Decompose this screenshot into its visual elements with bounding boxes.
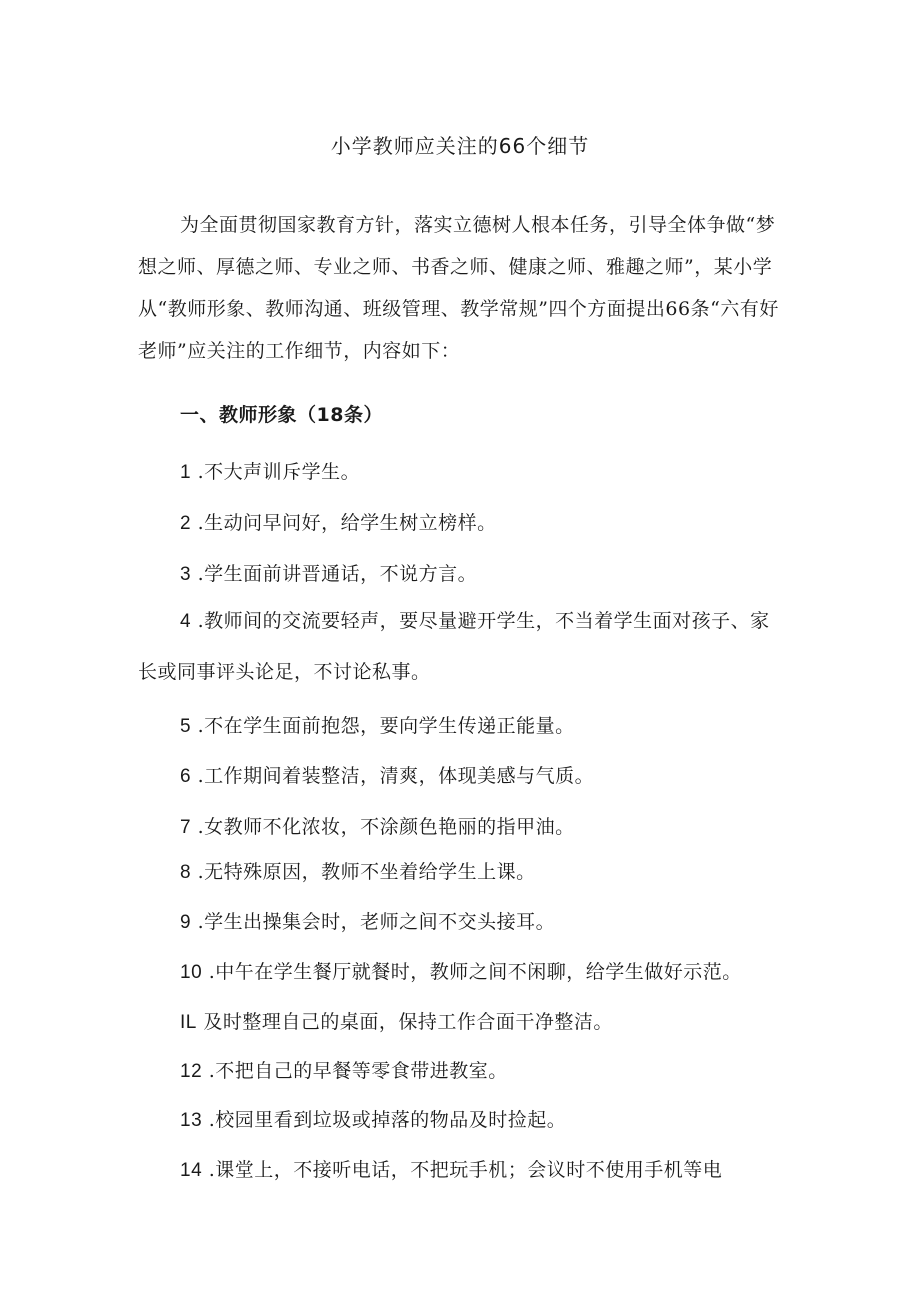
list-item	[180, 508, 497, 535]
item-number: 12	[180, 1061, 203, 1082]
item-text: .不在学生面前抱怨，要向学生传递正能量。	[197, 715, 575, 737]
item-number: 6	[180, 766, 192, 787]
item-text: .学生出操集会时，老师之间不交头接耳。	[197, 911, 556, 933]
list-item	[180, 457, 360, 484]
intro-paragraph: 为全面贯彻国家教育方针，落实立德树人根本任务，引导全体争做“梦想之师、厚德之师、专业之师、书香之师、健康之师、雅趣之师”，某小学从“教师形象、教师沟通、班级管理、教学常规”四个方面提出66条“六有好老师”应关注的工作细节，内容如下：	[138, 214, 779, 362]
item-text: .学生面前讲晋通话，不说方言。	[197, 563, 478, 585]
item-text: 及时整理自己的桌面，保持工作合面干净整洁。	[203, 1011, 613, 1033]
item-text: .中午在学生餐厅就餐时，教师之间不闲聊，给学生做好示范。	[208, 961, 742, 983]
item-number: 10	[180, 962, 203, 983]
item-number: 1	[180, 462, 192, 483]
list-item	[180, 559, 477, 586]
list-item	[180, 957, 742, 984]
item-text: .女教师不化浓妆，不涂颜色艳丽的指甲油。	[197, 816, 575, 838]
list-item	[138, 596, 788, 697]
item-text: .不大声训斥学生。	[197, 461, 361, 483]
item-number: 4	[180, 611, 192, 632]
item-number: 8	[180, 862, 192, 883]
list-item	[180, 857, 536, 884]
item-text: .教师间的交流要轻声，要尽量避开学生，不当着学生面对孩子、家长或同事评头论足，不讨论私事。	[138, 610, 770, 683]
list-item	[180, 1155, 722, 1182]
item-number: 2	[180, 513, 192, 534]
item-text: .校园里看到垃圾或掉落的物品及时捡起。	[208, 1109, 567, 1131]
item-number: 5	[180, 716, 192, 737]
list-item	[180, 1007, 613, 1034]
list-item	[180, 907, 555, 934]
section-heading: 一、教师形象（18条）	[180, 404, 383, 426]
list-item	[180, 1056, 508, 1083]
list-item	[180, 711, 575, 738]
item-text: .生动问早问好，给学生树立榜样。	[197, 512, 497, 534]
item-number: 7	[180, 817, 192, 838]
item-text: .工作期间着装整洁，清爽，体现美感与气质。	[197, 765, 595, 787]
item-text: .无特殊原因，教师不坐着给学生上课。	[197, 861, 536, 883]
item-number: 9	[180, 912, 192, 933]
item-number: 13	[180, 1110, 203, 1131]
list-item	[180, 812, 575, 839]
item-number: 3	[180, 564, 192, 585]
item-text: .课堂上，不接听电话，不把玩手机；会议时不使用手机等电	[208, 1159, 723, 1181]
item-number: IL	[180, 1012, 197, 1033]
list-item	[180, 1105, 566, 1132]
item-number: 14	[180, 1160, 203, 1181]
item-text: .不把自己的早餐等零食带进教室。	[208, 1060, 508, 1082]
document-title: 小学教师应关注的66个细节	[330, 134, 590, 158]
list-item	[180, 761, 594, 788]
